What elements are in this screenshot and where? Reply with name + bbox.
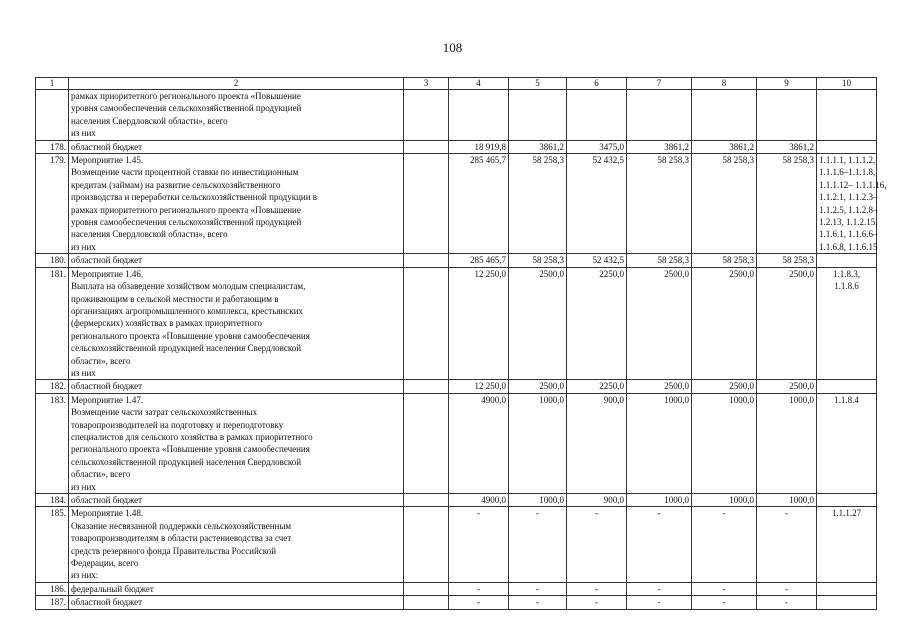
col3-cell [404, 254, 449, 267]
target-indicator-line: 1.1.1.12– 1.1.1.16, [819, 179, 887, 190]
description-line: областной бюджет [71, 255, 143, 266]
description-line: Возмещение части затрат сельскохозяйственных [71, 407, 258, 418]
amount-cell-c9: 58 258,3 [757, 154, 817, 254]
description-line: Мероприятие 1.47. [71, 394, 144, 405]
amount-cell-c5 [509, 90, 567, 141]
col3-cell [404, 596, 449, 609]
table-row [36, 267, 877, 380]
target-indicators-cell [817, 494, 877, 507]
amount-cell-c8: - [692, 582, 757, 595]
description-line: населения Свердловской области», всего [71, 115, 228, 126]
target-indicators-cell [817, 393, 877, 493]
amount-cell-c8: - [692, 596, 757, 609]
description-cell [69, 90, 404, 141]
amount-cell-c9 [757, 90, 817, 141]
description-line: специалистов для сельского хозяйства в рамках приоритетного [71, 431, 313, 442]
table-row [36, 90, 877, 141]
description-line: Мероприятие 1.45. [71, 155, 144, 166]
target-indicator-line: 1.1.8.6 [834, 281, 859, 292]
amount-cell-c4: 285 465,7 [449, 254, 509, 267]
description-line: кредитам (займам) на развитие сельскохозяйственного [71, 179, 281, 190]
amount-cell-c8: 58 258,3 [692, 154, 757, 254]
description-cell [69, 380, 404, 393]
target-indicators-cell [817, 154, 887, 254]
column-header: 10 [817, 78, 877, 90]
amount-cell-c5: 2500,0 [509, 267, 567, 380]
col3-cell [404, 140, 449, 153]
amount-cell-c8: - [692, 507, 757, 582]
table-body [36, 78, 887, 610]
amount-cell-c5: - [509, 582, 567, 595]
column-header: 5 [509, 78, 567, 90]
column-header: 6 [567, 78, 627, 90]
amount-cell-c7: - [627, 507, 692, 582]
amount-cell-c7: 2500,0 [627, 267, 692, 380]
amount-cell-c4: - [449, 507, 509, 582]
target-indicator-line: 1.1.1.6–1.1.1.8, [819, 167, 876, 178]
description-cell [69, 596, 404, 609]
description-line: уровня самообеспечения сельскохозяйственной продукцией [71, 103, 302, 114]
amount-cell-c7: 58 258,3 [627, 154, 692, 254]
table-row [36, 380, 877, 393]
amount-cell-c6: 2250,0 [567, 380, 627, 393]
amount-cell-c8: 2500,0 [692, 380, 757, 393]
target-indicator-line: 1.1.6.1, 1.1.6.6– [819, 229, 878, 240]
target-indicator-line: 1.1.8.4 [834, 394, 859, 405]
target-indicator-line: 1.1.2.5, 1.1.2.8– [819, 204, 878, 215]
column-header: 9 [757, 78, 817, 90]
description-cell [69, 254, 404, 267]
amount-cell-c4: 4900,0 [449, 494, 509, 507]
description-line: Выплата на обзаведение хозяйством молодым специалистам, [71, 281, 306, 292]
target-indicator-line: 1.2.13, 1.1.2.15, [819, 217, 878, 228]
amount-cell-c5: 1000,0 [509, 393, 567, 493]
amount-cell-c9: 58 258,3 [757, 254, 817, 267]
amount-cell-c4 [449, 90, 509, 141]
amount-cell-c4: - [449, 596, 509, 609]
col3-cell [404, 494, 449, 507]
col3-cell [404, 582, 449, 595]
description-cell [69, 393, 404, 493]
col3-cell [404, 393, 449, 493]
row-number-cell: 185. [36, 507, 69, 582]
amount-cell-c6: 52 432,5 [567, 254, 627, 267]
description-line: товаропроизводителям в области растениеводства за счет [71, 533, 292, 544]
description-line: областной бюджет [71, 597, 143, 608]
target-indicators-cell [817, 582, 877, 595]
table-row [36, 140, 877, 153]
col3-cell [404, 90, 449, 141]
amount-cell-c9: - [757, 596, 817, 609]
amount-cell-c4: 18 919,8 [449, 140, 509, 153]
description-cell [69, 507, 404, 582]
target-indicator-line: 1.1.8.3, [833, 268, 860, 279]
description-line: сельскохозяйственной продукцией населения Свердловской [71, 343, 302, 354]
row-number-cell: 183. [36, 393, 69, 493]
amount-cell-c5: - [509, 507, 567, 582]
amount-cell-c4: 285 465,7 [449, 154, 509, 254]
description-line: федеральный бюджет [71, 583, 154, 594]
target-indicators-cell [817, 140, 877, 153]
row-number-cell: 187. [36, 596, 69, 609]
description-cell [69, 154, 404, 254]
description-line: Возмещение части процентной ставки по инвестиционным [71, 167, 299, 178]
description-cell [69, 582, 404, 595]
target-indicators-cell [817, 507, 877, 582]
amount-cell-c5: 58 258,3 [509, 154, 567, 254]
col3-cell [404, 154, 449, 254]
table-row [36, 154, 877, 254]
col3-cell [404, 267, 449, 380]
row-number-cell [36, 90, 69, 141]
col3-cell [404, 507, 449, 582]
table-row [36, 254, 877, 267]
table-row [36, 507, 877, 582]
amount-cell-c7: 58 258,3 [627, 254, 692, 267]
target-indicator-line: 1.1.6.8, 1.1.6.15 [819, 241, 878, 252]
column-header: 2 [69, 78, 404, 90]
amount-cell-c5: 3861,2 [509, 140, 567, 153]
amount-cell-c7 [627, 90, 692, 141]
amount-cell-c9: 2500,0 [757, 380, 817, 393]
amount-cell-c5: 58 258,3 [509, 254, 567, 267]
amount-cell-c7: - [627, 582, 692, 595]
amount-cell-c6: 900,0 [567, 393, 627, 493]
description-line: Мероприятие 1.46. [71, 268, 144, 279]
column-number-row [36, 78, 877, 90]
amount-cell-c5: 1000,0 [509, 494, 567, 507]
target-indicator-line: 1.1.1.27 [831, 508, 862, 519]
description-line: из них [71, 241, 96, 252]
target-indicators-cell [817, 267, 877, 380]
amount-cell-c4: 12 250,0 [449, 267, 509, 380]
amount-cell-c6: 900,0 [567, 494, 627, 507]
amount-cell-c8 [692, 90, 757, 141]
amount-cell-c7: - [627, 596, 692, 609]
description-cell [69, 140, 404, 153]
description-line: Оказание несвязанной поддержки сельскохозяйственным [71, 520, 292, 531]
column-header: 3 [404, 78, 449, 90]
amount-cell-c9: 2500,0 [757, 267, 817, 380]
amount-cell-c5: 2500,0 [509, 380, 567, 393]
amount-cell-c6: - [567, 582, 627, 595]
amount-cell-c8: 2500,0 [692, 267, 757, 380]
amount-cell-c6: 2250,0 [567, 267, 627, 380]
description-line: регионального проекта «Повышение уровня самообеспечения [71, 330, 310, 341]
description-line: (фермерских) хозяйствах в рамках приоритетного [71, 318, 263, 329]
amount-cell-c8: 1000,0 [692, 393, 757, 493]
amount-cell-c9: 1000,0 [757, 393, 817, 493]
table-row [36, 582, 877, 595]
amount-cell-c4: - [449, 582, 509, 595]
amount-cell-c9: - [757, 507, 817, 582]
target-indicator-line: 1.1.1.1, 1.1.1.2, [819, 155, 876, 166]
column-header: 7 [627, 78, 692, 90]
description-line: уровня самообеспечения сельскохозяйственной продукцией [71, 217, 302, 228]
description-line: рамках приоритетного регионального проекта «Повышение [71, 204, 301, 215]
description-line: областной бюджет [71, 141, 143, 152]
amount-cell-c8: 58 258,3 [692, 254, 757, 267]
amount-cell-c5: - [509, 596, 567, 609]
row-number-cell: 180. [36, 254, 69, 267]
amount-cell-c8: 3861,2 [692, 140, 757, 153]
description-line: проживающим в сельской местности и работающим в [71, 293, 279, 304]
description-line: из них: [71, 570, 99, 581]
row-number-cell: 178. [36, 140, 69, 153]
amount-cell-c8: 1000,0 [692, 494, 757, 507]
description-line: из них [71, 367, 96, 378]
column-header: 4 [449, 78, 509, 90]
description-cell [69, 267, 404, 380]
row-number-cell: 179. [36, 154, 69, 254]
description-line: Федерации, всего [71, 558, 139, 569]
target-indicators-cell [817, 254, 877, 267]
amount-cell-c7: 1000,0 [627, 494, 692, 507]
column-header: 8 [692, 78, 757, 90]
amount-cell-c4: 4900,0 [449, 393, 509, 493]
description-cell [69, 494, 404, 507]
budget-table [35, 77, 887, 610]
row-number-cell: 181. [36, 267, 69, 380]
table-row [36, 393, 877, 493]
amount-cell-c7: 3861,2 [627, 140, 692, 153]
col3-cell [404, 380, 449, 393]
description-line: Мероприятие 1.48. [71, 508, 144, 519]
page-number: 108 [442, 40, 463, 55]
amount-cell-c4: 12 250,0 [449, 380, 509, 393]
table-row [36, 494, 877, 507]
row-number-cell: 186. [36, 582, 69, 595]
amount-cell-c6: - [567, 507, 627, 582]
target-indicators-cell [817, 380, 877, 393]
description-line: рамках приоритетного регионального проекта «Повышение [71, 91, 301, 101]
description-line: товаропроизводителей на подготовку и переподготовку [71, 419, 284, 430]
amount-cell-c6: 3475,0 [567, 140, 627, 153]
amount-cell-c6: - [567, 596, 627, 609]
amount-cell-c9: 1000,0 [757, 494, 817, 507]
description-line: регионального проекта «Повышение уровня самообеспечения [71, 444, 310, 455]
description-line: области», всего [71, 469, 131, 480]
description-line: из них [71, 128, 96, 139]
amount-cell-c6: 52 432,5 [567, 154, 627, 254]
target-indicator-line: 1.1.2.1, 1.1.2.3– [819, 192, 878, 203]
amount-cell-c7: 2500,0 [627, 380, 692, 393]
description-line: средств резервного фонда Правительства Российской [71, 545, 277, 556]
amount-cell-c9: 3861,2 [757, 140, 817, 153]
description-line: области», всего [71, 355, 131, 366]
target-indicators-cell [817, 596, 877, 609]
amount-cell-c6 [567, 90, 627, 141]
row-number-cell: 182. [36, 380, 69, 393]
description-line: организациях агропромышленного комплекса, крестьянских [71, 305, 303, 316]
row-number-cell: 184. [36, 494, 69, 507]
description-line: областной бюджет [71, 381, 143, 392]
table-row [36, 596, 877, 609]
amount-cell-c7: 1000,0 [627, 393, 692, 493]
description-line: производства и переработки сельскохозяйственной продукции в [71, 192, 318, 203]
description-line: населения Свердловской области», всего [71, 229, 228, 240]
description-line: сельскохозяйственной продукцией населения Свердловской [71, 456, 302, 467]
description-line: областной бюджет [71, 495, 143, 505]
amount-cell-c9: - [757, 582, 817, 595]
column-header: 1 [36, 78, 69, 90]
description-line: из них [71, 481, 96, 492]
target-indicators-cell [817, 90, 877, 141]
